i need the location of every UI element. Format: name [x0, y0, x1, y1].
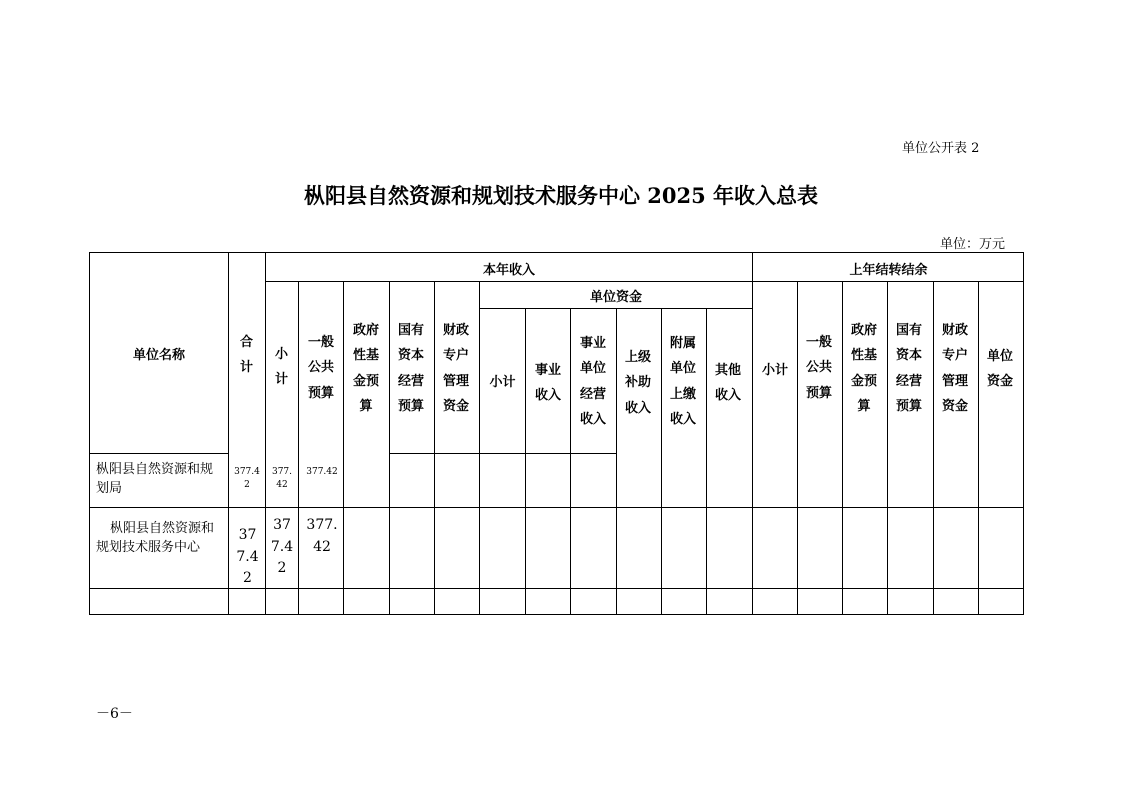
row-1-general-budget: 377.42: [306, 467, 338, 477]
header-py-fiscal-special: 财政专户管理资金: [942, 323, 969, 415]
page-number: －6－: [96, 706, 133, 722]
header-prior-carryover: 上年结转结余: [849, 263, 928, 278]
header-uf-business-income: 事业收入: [535, 363, 562, 404]
header-unit-funds: 单位资金: [589, 290, 642, 305]
header-uf-operating-income: 事业单位经营收入: [580, 336, 607, 428]
header-total: 合计: [239, 335, 253, 376]
header-cy-general-budget: 一般公共预算: [308, 335, 335, 401]
header-uf-other: 其他收入: [715, 363, 742, 404]
header-uf-subtotal: 小计: [489, 375, 516, 390]
page-title: 枞阳县自然资源和规划技术服务中心 2025 年收入总表: [303, 183, 819, 208]
header-py-state-capital: 国有资本经营预算: [896, 323, 923, 415]
header-cy-gov-fund: 政府性基金预算: [353, 323, 380, 415]
row-2-subtotal: 377.42: [270, 517, 294, 577]
header-cy-subtotal: 小计: [274, 347, 288, 388]
row-2-total: 377.42: [236, 527, 259, 587]
row-1-name: 枞阳县自然资源和规划局: [96, 462, 214, 496]
header-py-general-budget: 一般公共预算: [806, 335, 833, 401]
header-py-unit-funds: 单位资金: [987, 349, 1014, 390]
header-cy-fiscal-special: 财政专户管理资金: [443, 323, 470, 415]
row-1-total: 377.42: [234, 467, 260, 490]
header-uf-subsidy: 上级补助收入: [625, 350, 652, 416]
header-uf-affiliated: 附属单位上缴收入: [670, 336, 697, 428]
unit-label: 单位：万元: [940, 237, 1006, 252]
header-py-subtotal: 小计: [761, 363, 788, 378]
row-2-general-budget: 377.42: [306, 517, 338, 555]
header-py-gov-fund: 政府性基金预算: [851, 323, 878, 415]
row-1-subtotal: 377.42: [271, 467, 293, 490]
header-current-year: 本年收入: [482, 263, 535, 278]
header-unit-name: 单位名称: [132, 348, 185, 363]
table-label: 单位公开表 2: [902, 141, 980, 156]
header-cy-state-capital: 国有资本经营预算: [398, 323, 425, 415]
row-2-name: 枞阳县自然资源和规划技术服务中心: [96, 521, 215, 555]
